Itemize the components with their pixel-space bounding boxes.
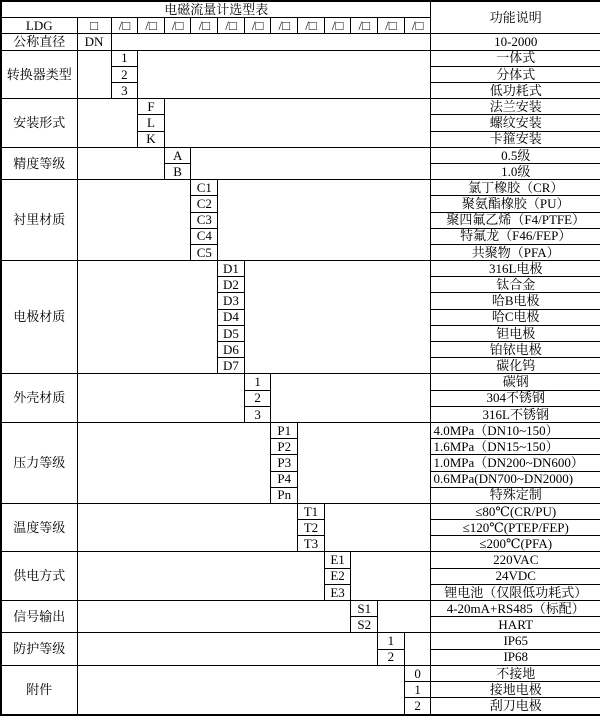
option-desc: ≤120℃(PTEP/FEP) [431,520,600,536]
table-row [1,1,600,18]
option-code: C4 [191,228,218,244]
option-desc: 0.6MPa(DN700~DN2000) [431,471,600,487]
category-label: 衬里材质 [1,180,77,261]
spacer-cell [77,50,111,99]
option-desc: 钛合金 [431,277,600,293]
option-code: E1 [324,552,351,568]
table-row [1,601,600,617]
option-desc: 哈C电极 [431,309,600,325]
option-desc: 共聚物（PFA） [431,244,600,260]
option-desc: 316L电极 [431,261,600,277]
category-label: 外壳材质 [1,374,77,423]
spacer-cell [77,147,164,179]
option-code: L [138,115,165,131]
table-row [1,422,600,438]
diameter-code: DN [77,34,111,50]
option-desc: 氯丁橡胶（CR） [431,180,600,196]
spacer-cell [77,422,271,503]
table-row [1,99,600,115]
option-desc: 1.6MPa（DN15~150） [431,439,600,455]
option-code: K [138,131,165,147]
option-code: D7 [218,358,245,374]
option-desc: 接地电极 [431,681,600,697]
model-prefix: LDG [1,18,77,34]
table-row [1,34,600,50]
option-desc: 4.0MPa（DN10~150） [431,422,600,438]
option-code: 1 [378,633,405,649]
table-row [1,503,600,519]
option-code: C5 [191,244,218,260]
option-desc: 特氟龙（F46/FEP） [431,228,600,244]
table-row [1,180,600,196]
spacer-cell [77,180,191,261]
table-row [1,665,600,681]
option-code: 2 [404,698,431,715]
spacer-cell [138,50,431,99]
option-desc: ≤200℃(PFA) [431,536,600,552]
table-row [1,147,600,163]
option-code: S1 [351,601,378,617]
spacer-cell [164,99,431,148]
spacer-cell [404,633,431,665]
option-desc: 316L不锈钢 [431,406,600,422]
spacer-cell [77,552,324,601]
model-slot: /□ [244,18,271,34]
option-desc: 锂电池（仅限低功耗式） [431,584,600,600]
option-code: F [138,99,165,115]
category-label: 附件 [1,665,77,715]
category-label: 转换器类型 [1,50,77,99]
table-row [1,374,600,390]
model-slot: /□ [324,18,351,34]
option-desc: 卡箍安装 [431,131,600,147]
spacer-cell [77,601,351,633]
option-code: P4 [271,471,298,487]
category-label: 精度等级 [1,147,77,179]
option-desc: 一体式 [431,50,600,66]
model-slot: /□ [218,18,245,34]
table-row [1,261,600,277]
spacer-cell [111,34,431,50]
model-slot: /□ [138,18,165,34]
category-label: 电极材质 [1,261,77,374]
option-desc: 钽电极 [431,325,600,341]
option-code: D6 [218,342,245,358]
model-slot: /□ [378,18,405,34]
option-desc: 哈B电极 [431,293,600,309]
diameter-desc: 10-2000 [431,34,600,50]
option-code: C2 [191,196,218,212]
option-code: Pn [271,487,298,503]
option-code: 1 [111,50,138,66]
spacer-cell [298,422,431,503]
option-code: 2 [378,649,405,665]
option-code: D4 [218,309,245,325]
option-code: C3 [191,212,218,228]
spacer-cell [378,601,431,633]
option-desc: 刮刀电极 [431,698,600,715]
option-code: 1 [244,374,271,390]
option-code: D5 [218,325,245,341]
option-code: P2 [271,439,298,455]
option-code: 3 [111,83,138,99]
option-desc: IP65 [431,633,600,649]
option-code: T3 [298,536,325,552]
category-label: 温度等级 [1,503,77,552]
option-code: 1 [404,681,431,697]
option-desc: 铂铱电极 [431,342,600,358]
option-desc: 特殊定制 [431,487,600,503]
option-desc: 聚氨酯橡胶（PU） [431,196,600,212]
option-code: 2 [244,390,271,406]
category-label: 防护等级 [1,633,77,665]
option-desc: IP68 [431,649,600,665]
option-desc: ≤80℃(CR/PU) [431,503,600,519]
diameter-label: 公称直径 [1,34,77,50]
option-code: C1 [191,180,218,196]
option-code: T1 [298,503,325,519]
category-label: 压力等级 [1,422,77,503]
option-desc: 0.5级 [431,147,600,163]
option-desc: HART [431,617,600,633]
category-label: 安装形式 [1,99,77,148]
spacer-cell [271,374,431,423]
option-code: T2 [298,520,325,536]
option-code: P1 [271,422,298,438]
spacer-cell [191,147,431,179]
option-desc: 碳化钨 [431,358,600,374]
spacer-cell [77,633,378,665]
option-desc: 220VAC [431,552,600,568]
spacer-cell [77,665,404,715]
option-desc: 分体式 [431,66,600,82]
option-desc: 不接地 [431,665,600,681]
category-label: 供电方式 [1,552,77,601]
spacer-cell [77,374,244,423]
option-code: D3 [218,293,245,309]
spacer-cell [77,503,298,552]
option-code: D1 [218,261,245,277]
spacer-cell [77,261,218,374]
model-slot: /□ [111,18,138,34]
spacer-cell [244,261,431,374]
model-slot: /□ [164,18,191,34]
function-column-header: 功能说明 [431,1,600,34]
option-desc: 低功耗式 [431,83,600,99]
table-title: 电磁流量计选型表 [1,1,431,18]
spacer-cell [77,99,138,148]
model-slot: /□ [298,18,325,34]
model-slot: /□ [271,18,298,34]
table-row [1,50,600,66]
spacer-cell [351,552,431,601]
option-desc: 1.0MPa（DN200~DN600） [431,455,600,471]
option-desc: 聚四氟乙烯（F4/PTFE） [431,212,600,228]
option-desc: 304不锈钢 [431,390,600,406]
option-desc: 24VDC [431,568,600,584]
spacer-cell [324,503,431,552]
option-code: S2 [351,617,378,633]
option-code: 3 [244,406,271,422]
model-slot: /□ [191,18,218,34]
model-slot: /□ [404,18,431,34]
option-code: A [164,147,191,163]
option-code: P3 [271,455,298,471]
option-code: E3 [324,584,351,600]
option-code: D2 [218,277,245,293]
model-base-box: □ [77,18,111,34]
option-desc: 法兰安装 [431,99,600,115]
option-desc: 4-20mA+RS485（标配） [431,601,600,617]
spacer-cell [218,180,431,261]
option-code: 2 [111,66,138,82]
option-code: B [164,163,191,179]
option-code: 0 [404,665,431,681]
option-desc: 碳钢 [431,374,600,390]
table-row [1,552,600,568]
category-label: 信号输出 [1,601,77,633]
option-desc: 1.0级 [431,163,600,179]
option-code: E2 [324,568,351,584]
model-slot: /□ [351,18,378,34]
table-row [1,633,600,649]
option-desc: 螺纹安装 [431,115,600,131]
